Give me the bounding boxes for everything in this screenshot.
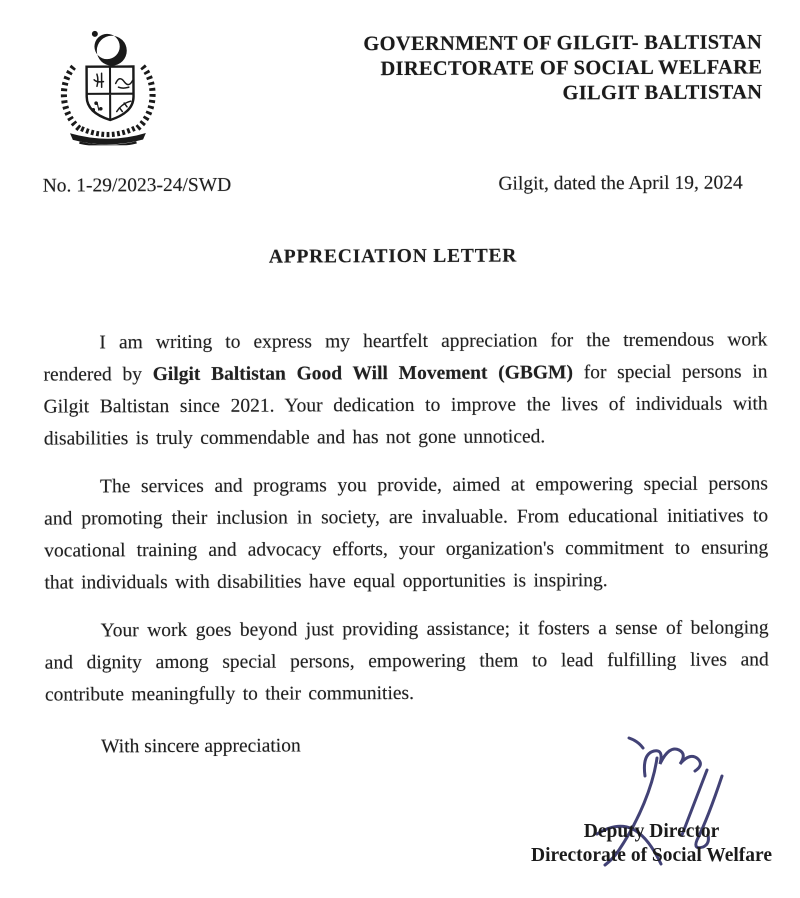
- org-line-government: GOVERNMENT OF GILGIT- BALTISTAN: [363, 31, 763, 56]
- letter-body: [43, 324, 769, 763]
- signer-title: Deputy Director: [583, 821, 720, 842]
- signer-organization: Directorate of Social Welfare: [531, 845, 772, 866]
- closing-line: With sincere appreciation: [101, 735, 301, 758]
- letter-title: APPRECIATION LETTER: [268, 245, 518, 268]
- signoff-block: [531, 820, 772, 868]
- letterhead-org-block: [166, 24, 766, 108]
- paragraph-2: The services and programs you provide, aimed at empowering special persons and promoting their inclusion in society, are invaluable. From educational initiatives to vocational training and advocacy efforts, your organization's commitment to ensuring that individuals with disabilities have equal opportunities is inspiring.: [44, 473, 769, 594]
- paragraph-1-lead: I am writing to express my heartfelt appreciation for the tremendous work rendered by: [43, 329, 768, 386]
- paragraph-3: Your work goes beyond just providing assistance; it fosters a sense of belonging and dignity among special persons, empowering them to lead fulfilling lives and contribute meaningfully to their communities.: [44, 617, 769, 706]
- reference-row: [43, 172, 767, 197]
- place-and-date: Gilgit, dated the April 19, 2024: [498, 172, 743, 195]
- paragraph-1: [43, 324, 768, 455]
- reference-number: No. 1-29/2023-24/SWD: [42, 174, 232, 197]
- org-line-region: GILGIT BALTISTAN: [562, 81, 763, 105]
- organization-name-bold: Gilgit Baltistan Good Will Movement (GBGM): [152, 362, 573, 386]
- org-line-directorate: DIRECTORATE OF SOCIAL WELFARE: [380, 56, 763, 81]
- paragraph-1-rest: for special persons in Gilgit Baltistan since 2021. Your dedication to improve the lives of individuals with disabilities is truly commendable and has not gone unnoticed.: [43, 361, 768, 450]
- letterhead: [42, 24, 767, 145]
- pakistan-state-emblem-icon: [48, 27, 167, 146]
